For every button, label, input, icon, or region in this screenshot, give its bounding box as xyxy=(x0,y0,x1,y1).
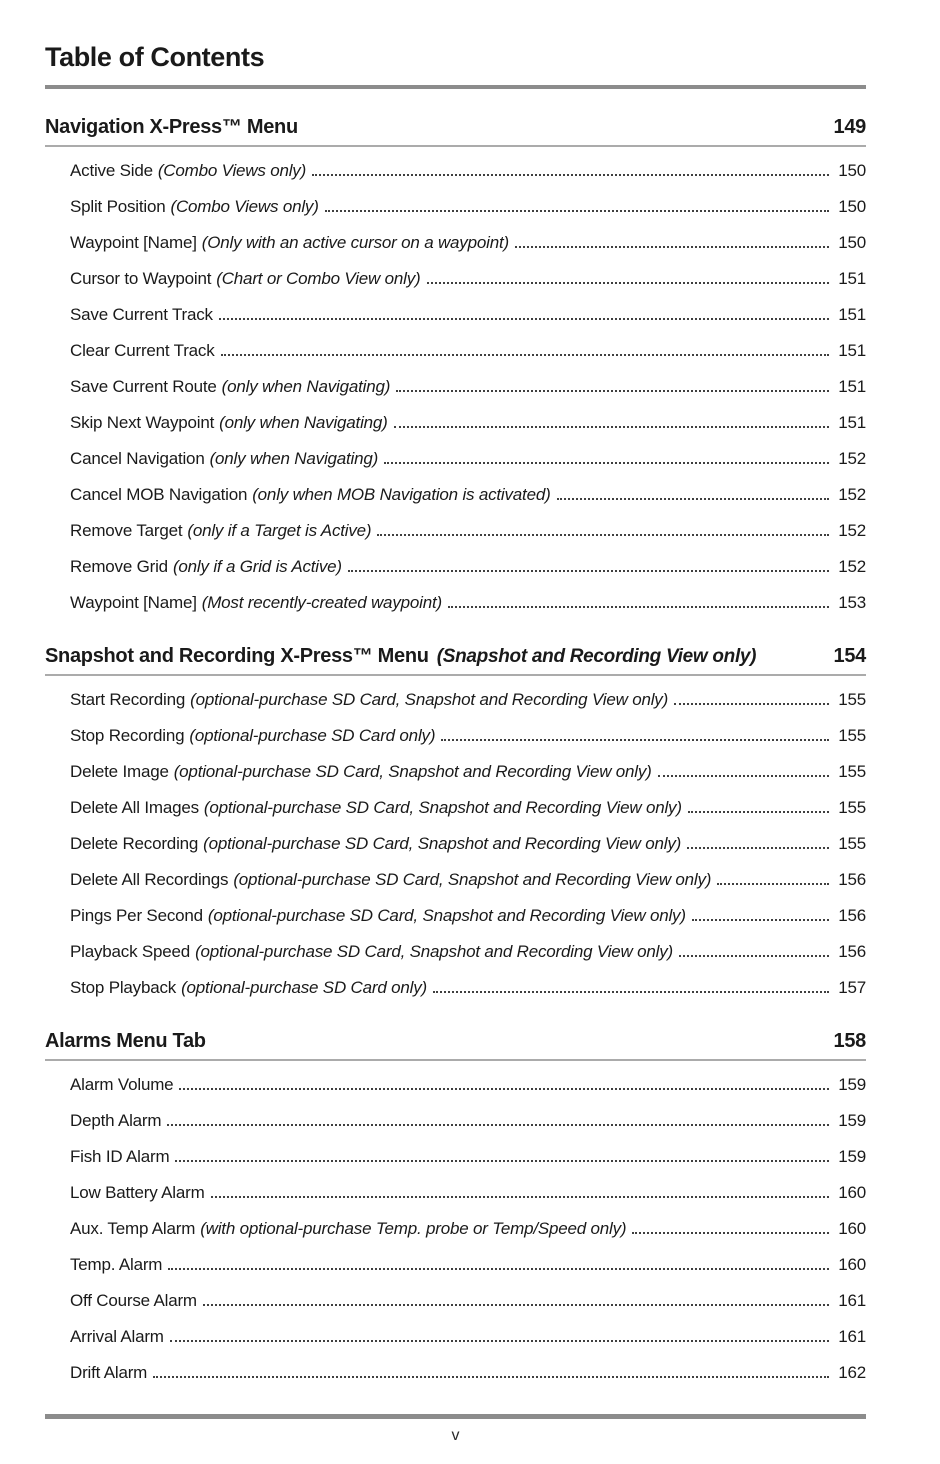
entry-page-number: 150 xyxy=(838,197,866,216)
toc-entry-row xyxy=(70,934,866,970)
toc-entry-row xyxy=(70,682,866,718)
toc-entry-row xyxy=(70,718,866,754)
entry-label: Split Position xyxy=(70,197,166,216)
footer-divider-rule xyxy=(45,1414,866,1419)
entry-label: Fish ID Alarm xyxy=(70,1147,170,1166)
entry-note: (optional-purchase SD Card, Snapshot and Recording View only) xyxy=(195,942,673,961)
toc-entry-row xyxy=(70,549,866,585)
folio-page-number: v xyxy=(451,1427,460,1444)
entry-page-number: 161 xyxy=(838,1327,866,1346)
entry-page-number: 152 xyxy=(838,485,866,504)
entry-label: Cancel Navigation xyxy=(70,449,205,468)
toc-entry-row xyxy=(70,1175,866,1211)
entry-note: (optional-purchase SD Card, Snapshot and Recording View only) xyxy=(207,906,686,925)
entry-note: (with optional-purchase Temp. probe or Temp/Speed only) xyxy=(200,1219,627,1238)
entry-page-number: 159 xyxy=(838,1147,866,1166)
entry-label: Skip Next Waypoint xyxy=(70,413,215,432)
section-entries xyxy=(70,682,866,1006)
entry-page-number: 151 xyxy=(838,377,866,396)
dot-leader xyxy=(221,354,829,356)
entry-page-number: 151 xyxy=(838,305,866,324)
dot-leader xyxy=(632,1232,829,1234)
section-header xyxy=(45,644,866,676)
dot-leader xyxy=(433,991,829,993)
entry-label: Temp. Alarm xyxy=(70,1255,163,1274)
page-footer xyxy=(45,1414,866,1445)
entry-page-number: 161 xyxy=(838,1291,866,1310)
toc-entry-row xyxy=(70,1103,866,1139)
dot-leader xyxy=(658,775,829,777)
dot-leader xyxy=(153,1376,829,1378)
toc-entry-row xyxy=(70,441,866,477)
entry-label: Remove Grid xyxy=(70,557,168,576)
dot-leader xyxy=(396,390,829,392)
entry-page-number: 159 xyxy=(838,1075,866,1094)
title-divider-rule xyxy=(45,85,866,89)
dot-leader xyxy=(175,1160,829,1162)
entry-page-number: 153 xyxy=(838,593,866,612)
section-page-number: 154 xyxy=(833,645,866,667)
entry-label: Delete Recording xyxy=(70,834,199,853)
toc-section xyxy=(45,115,866,621)
entry-page-number: 155 xyxy=(838,726,866,745)
entry-page-number: 152 xyxy=(838,557,866,576)
section-header xyxy=(45,1029,866,1061)
toc-entry-row xyxy=(70,1067,866,1103)
entry-label: Depth Alarm xyxy=(70,1111,162,1130)
entry-page-number: 159 xyxy=(838,1111,866,1130)
toc-entry-row xyxy=(70,1283,866,1319)
entry-label: Delete Image xyxy=(70,762,169,781)
dot-leader xyxy=(384,462,829,464)
entry-note: (optional-purchase SD Card, Snapshot and Recording View only) xyxy=(173,762,652,781)
dot-leader xyxy=(687,847,829,849)
entry-label: Start Recording xyxy=(70,690,186,709)
entry-page-number: 157 xyxy=(838,978,866,997)
entry-page-number: 155 xyxy=(838,690,866,709)
toc-section xyxy=(45,1029,866,1391)
toc-entry-row xyxy=(70,1247,866,1283)
toc-sections-container xyxy=(45,115,866,1414)
toc-entry-row xyxy=(70,477,866,513)
section-title-group xyxy=(45,115,298,140)
entry-note: (Only with an active cursor on a waypoint) xyxy=(201,233,509,252)
entry-label: Alarm Volume xyxy=(70,1075,174,1094)
entry-label: Arrival Alarm xyxy=(70,1327,164,1346)
dot-leader xyxy=(168,1268,829,1270)
entry-note: (Most recently-created waypoint) xyxy=(201,593,442,612)
entry-label: Pings Per Second xyxy=(70,906,203,925)
section-title-group xyxy=(45,644,756,669)
entry-page-number: 156 xyxy=(838,870,866,889)
dot-leader xyxy=(377,534,829,536)
section-title: Snapshot and Recording X-Press™ Menu xyxy=(45,645,429,667)
toc-entry-row xyxy=(70,1211,866,1247)
toc-entry-row xyxy=(70,189,866,225)
dot-leader xyxy=(394,426,829,428)
toc-entry-row xyxy=(70,261,866,297)
toc-entry-row xyxy=(70,862,866,898)
entry-page-number: 151 xyxy=(838,341,866,360)
entry-label: Stop Playback xyxy=(70,978,177,997)
entry-note: (only when Navigating) xyxy=(221,377,391,396)
entry-note: (optional-purchase SD Card, Snapshot and Recording View only) xyxy=(233,870,712,889)
entry-note: (Chart or Combo View only) xyxy=(216,269,421,288)
entry-label: Playback Speed xyxy=(70,942,191,961)
section-header xyxy=(45,115,866,147)
dot-leader xyxy=(448,606,829,608)
section-entries xyxy=(70,1067,866,1391)
dot-leader xyxy=(170,1340,829,1342)
page-title: Table of Contents xyxy=(45,42,265,72)
section-title-group xyxy=(45,1029,206,1054)
entry-label: Delete All Recordings xyxy=(70,870,229,889)
entry-note: (optional-purchase SD Card, Snapshot and Recording View only) xyxy=(203,798,682,817)
entry-page-number: 160 xyxy=(838,1219,866,1238)
entry-note: (only if a Grid is Active) xyxy=(172,557,342,576)
toc-entry-row xyxy=(70,1355,866,1391)
entry-label: Remove Target xyxy=(70,521,183,540)
entry-label: Active Side xyxy=(70,161,153,180)
entry-note: (Combo Views only) xyxy=(170,197,319,216)
dot-leader xyxy=(219,318,829,320)
dot-leader xyxy=(203,1304,829,1306)
entry-note: (optional-purchase SD Card, Snapshot and Recording View only) xyxy=(190,690,669,709)
toc-entry-row xyxy=(70,405,866,441)
toc-entry-row xyxy=(70,153,866,189)
toc-entry-row xyxy=(70,513,866,549)
dot-leader xyxy=(325,210,829,212)
entry-note: (only when Navigating) xyxy=(219,413,388,432)
entry-label: Aux. Temp Alarm xyxy=(70,1219,196,1238)
entry-label: Cursor to Waypoint xyxy=(70,269,212,288)
entry-label: Off Course Alarm xyxy=(70,1291,197,1310)
entry-note: (only when Navigating) xyxy=(209,449,379,468)
toc-entry-row xyxy=(70,898,866,934)
toc-entry-row xyxy=(70,1139,866,1175)
dot-leader xyxy=(167,1124,829,1126)
entry-page-number: 151 xyxy=(838,413,866,432)
entry-label: Save Current Track xyxy=(70,305,213,324)
dot-leader xyxy=(679,955,829,957)
entry-page-number: 151 xyxy=(838,269,866,288)
entry-page-number: 155 xyxy=(838,798,866,817)
page-header xyxy=(45,42,866,115)
section-page-number: 158 xyxy=(833,1030,866,1052)
dot-leader xyxy=(312,174,829,176)
entry-page-number: 150 xyxy=(838,233,866,252)
section-title-note: (Snapshot and Recording View only) xyxy=(436,646,757,667)
dot-leader xyxy=(674,703,829,705)
entry-label: Clear Current Track xyxy=(70,341,215,360)
section-title: Navigation X-Press™ Menu xyxy=(45,116,298,138)
entry-page-number: 160 xyxy=(838,1183,866,1202)
dot-leader xyxy=(717,883,829,885)
entry-label: Low Battery Alarm xyxy=(70,1183,205,1202)
entry-page-number: 155 xyxy=(838,762,866,781)
section-title: Alarms Menu Tab xyxy=(45,1030,206,1052)
section-page-number: 149 xyxy=(833,116,866,138)
entry-label: Waypoint [Name] xyxy=(70,593,197,612)
entry-label: Stop Recording xyxy=(70,726,185,745)
entry-note: (Combo Views only) xyxy=(157,161,307,180)
toc-entry-row xyxy=(70,369,866,405)
entry-note: (only if a Target is Active) xyxy=(187,521,372,540)
dot-leader xyxy=(688,811,829,813)
entry-page-number: 156 xyxy=(838,906,866,925)
dot-leader xyxy=(427,282,830,284)
dot-leader xyxy=(179,1088,829,1090)
toc-entry-row xyxy=(70,826,866,862)
toc-entry-row xyxy=(70,970,866,1006)
entry-label: Delete All Images xyxy=(70,798,199,817)
dot-leader xyxy=(348,570,829,572)
dot-leader xyxy=(211,1196,829,1198)
entry-page-number: 160 xyxy=(838,1255,866,1274)
toc-entry-row xyxy=(70,333,866,369)
entry-note: (optional-purchase SD Card, Snapshot and Recording View only) xyxy=(203,834,682,853)
toc-entry-row xyxy=(70,297,866,333)
entry-note: (only when MOB Navigation is activated) xyxy=(252,485,551,504)
dot-leader xyxy=(692,919,829,921)
entry-page-number: 156 xyxy=(838,942,866,961)
entry-note: (optional-purchase SD Card only) xyxy=(181,978,427,997)
toc-entry-row xyxy=(70,225,866,261)
entry-page-number: 152 xyxy=(838,521,866,540)
entry-page-number: 152 xyxy=(838,449,866,468)
entry-page-number: 150 xyxy=(838,161,866,180)
section-entries xyxy=(70,153,866,621)
entry-label: Cancel MOB Navigation xyxy=(70,485,248,504)
toc-section xyxy=(45,644,866,1006)
entry-label: Save Current Route xyxy=(70,377,217,396)
toc-entry-row xyxy=(70,1319,866,1355)
dot-leader xyxy=(441,739,829,741)
dot-leader xyxy=(557,498,829,500)
toc-entry-row xyxy=(70,585,866,621)
entry-page-number: 155 xyxy=(838,834,866,853)
toc-entry-row xyxy=(70,754,866,790)
dot-leader xyxy=(515,246,829,248)
entry-page-number: 162 xyxy=(838,1363,866,1382)
entry-note: (optional-purchase SD Card only) xyxy=(189,726,436,745)
entry-label: Waypoint [Name] xyxy=(70,233,197,252)
entry-label: Drift Alarm xyxy=(70,1363,148,1382)
toc-entry-row xyxy=(70,790,866,826)
